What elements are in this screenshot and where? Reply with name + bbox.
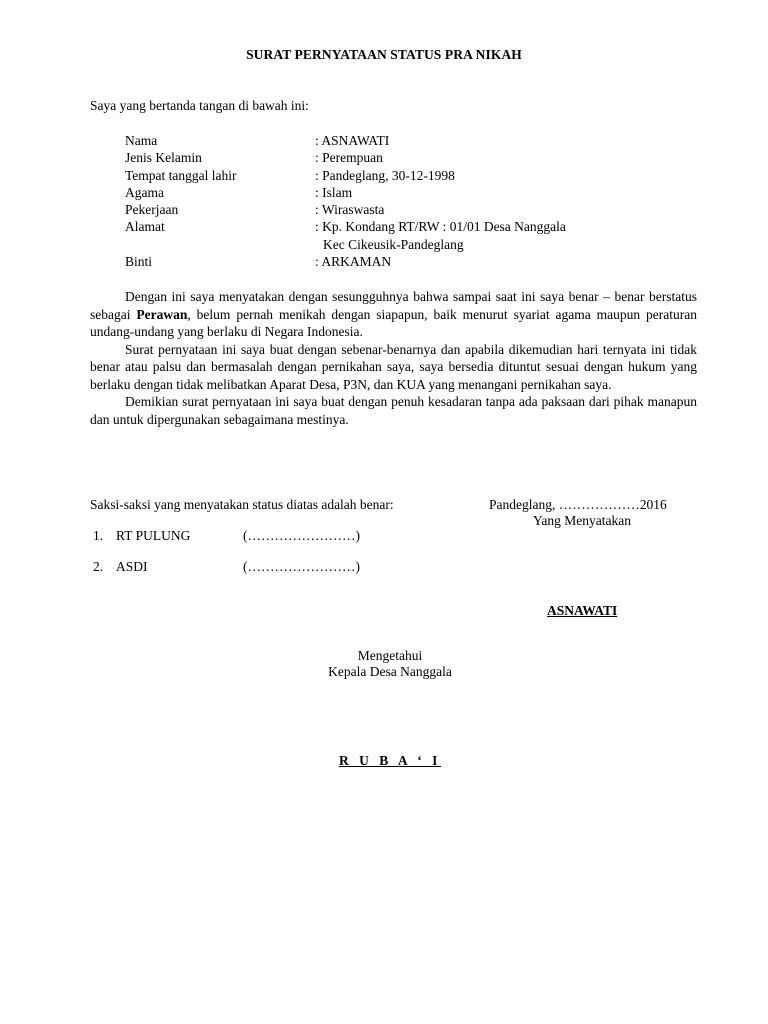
signer-name: ASNAWATI — [547, 603, 618, 618]
field-value: : Wiraswasta — [315, 202, 385, 218]
witness-name: ASDI — [116, 559, 148, 574]
field-value: : Islam — [315, 184, 353, 200]
field-value-continuation: Kec Cikeusik-Pandeglang — [323, 236, 464, 252]
field-value: : Kp. Kondang RT/RW : 01/01 Desa Nanggala — [315, 219, 566, 235]
field-label: Binti — [125, 254, 153, 270]
field-row-pekerjaan — [125, 201, 685, 218]
field-row-agama — [125, 184, 685, 201]
status-emphasis: Perawan — [136, 306, 188, 322]
witness-item — [93, 527, 393, 545]
document-title: SURAT PERNYATAAN STATUS PRA NIKAH — [246, 47, 522, 62]
field-label: Pekerjaan — [125, 202, 179, 218]
statement-label: Yang Menyatakan — [533, 513, 631, 528]
place-date: Pandeglang, ………………2016 — [489, 497, 667, 512]
field-row-tempat-tanggal-lahir — [125, 167, 685, 184]
field-label: Alamat — [125, 219, 165, 235]
field-row-nama — [125, 132, 685, 149]
statement-paragraph-1 — [90, 288, 697, 341]
acknowledged-label: Mengetahui — [357, 648, 423, 663]
witness-name: RT PULUNG — [116, 528, 191, 543]
statement-paragraph-3: Demikian surat pernyataan ini saya buat dengan penuh kesadaran tanpa ada paksaan dari pihak manapun dan untuk dipergunakan sebagaimana mestinya. — [90, 394, 697, 427]
field-row-alamat — [125, 218, 685, 235]
intro-text: Saya yang bertanda tangan di bawah ini: — [90, 98, 309, 113]
witness-intro: Saksi-saksi yang menyatakan status diatas adalah benar: — [90, 497, 394, 512]
field-value: : Pandeglang, 30-12-1998 — [315, 167, 455, 183]
field-value: : ASNAWATI — [315, 133, 390, 148]
field-value: : ARKAMAN — [315, 254, 392, 270]
field-value: : Perempuan — [315, 150, 383, 166]
witness-signature-line: (……………………) — [243, 559, 360, 574]
field-label: Jenis Kelamin — [125, 150, 202, 166]
field-label: Nama — [125, 133, 158, 148]
field-label: Agama — [125, 184, 164, 200]
witness-number: 1. — [93, 528, 104, 543]
paragraph-text: Dengan ini saya menyatakan dengan sesungguhnya bahwa sampai saat ini saya benar – benar berstatus sebagai — [90, 289, 697, 322]
witness-number: 2. — [93, 559, 104, 574]
identity-fields — [125, 132, 685, 270]
witness-signature-line: (……………………) — [243, 528, 360, 543]
witness-item — [93, 558, 393, 576]
field-label: Tempat tanggal lahir — [125, 167, 237, 183]
field-row-jenis-kelamin — [125, 149, 685, 166]
official-name: R U B A ‘ I — [339, 753, 441, 768]
statement-paragraph-2: Surat pernyataan ini saya buat dengan sebenar-benarnya dan apabila dikemudian hari ternyata ini tidak benar atau palsu dan bermasalah dengan pernikahan saya, saya bersedia dituntut sesuai dengan hukum yang berlaku dengan tidak melibatkan Aparat Desa, P3N, dan KUA yang menangani pernikahan saya. — [90, 341, 697, 392]
field-row-binti — [125, 253, 685, 270]
statement-body — [90, 288, 697, 428]
acknowledged-title: Kepala Desa Nanggala — [328, 664, 452, 679]
paragraph-text: , belum pernah menikah dengan siapapun, baik menurut syariat agama maupun peraturan undang-undang yang berlaku di Negara Indonesia. — [90, 306, 697, 339]
